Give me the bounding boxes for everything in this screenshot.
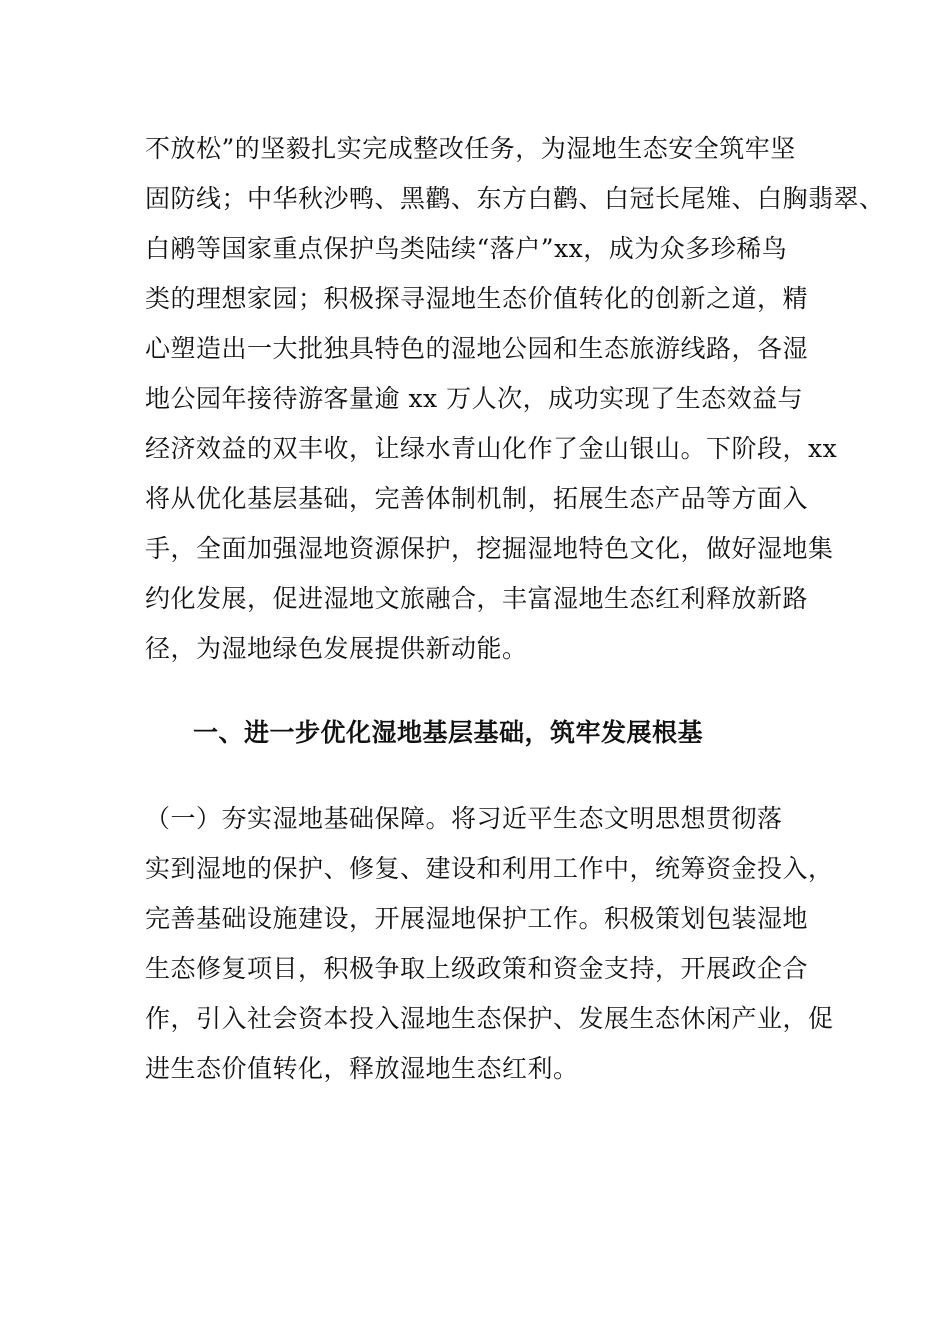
paragraph-2-line-1: （一）夯实湿地基础保障。将习近平生态文明思想贯彻落 xyxy=(145,804,783,833)
paragraph-1-line-5: 心塑造出一大批独具特色的湿地公园和生态旅游线路，各湿 xyxy=(145,334,809,363)
paragraph-1-line-9: 手，全面加强湿地资源保护，挖掘湿地特色文化，做好湿地集 xyxy=(145,534,834,563)
paragraph-2-line-2: 实到湿地的保护、修复、建设和利用工作中，统筹资金投入， xyxy=(145,854,834,883)
paragraph-1-line-4: 类的理想家园；积极探寻湿地生态价值转化的创新之道，精 xyxy=(145,284,809,313)
paragraph-1-line-11: 径，为湿地绿色发展提供新动能。 xyxy=(145,634,528,663)
paragraph-1-line-2: 固防线；中华秋沙鸭、黑鹳、东方白鹳、白冠长尾雉、白胸翡翠、 xyxy=(145,184,885,213)
paragraph-1-line-3: 白鹇等国家重点保护鸟类陆续“落户”xx，成为众多珍稀鸟 xyxy=(145,234,788,263)
section-heading: 一、进一步优化湿地基层基础，筑牢发展根基 xyxy=(193,718,704,747)
paragraph-1-line-7: 经济效益的双丰收，让绿水青山化作了金山银山。下阶段，xx xyxy=(145,434,838,463)
paragraph-1-line-1: 不放松”的坚毅扎实完成整改任务，为湿地生态安全筑牢坚 xyxy=(145,134,796,163)
paragraph-2-line-5: 作，引入社会资本投入湿地生态保护、发展生态休闲产业，促 xyxy=(145,1004,834,1033)
paragraph-2-line-3: 完善基础设施建设，开展湿地保护工作。积极策划包装湿地 xyxy=(145,904,809,933)
paragraph-2-line-6: 进生态价值转化，释放湿地生态红利。 xyxy=(145,1054,579,1083)
paragraph-1-line-6: 地公园年接待游客量逾 xx 万人次，成功实现了生态效益与 xyxy=(145,384,804,413)
paragraph-1-line-10: 约化发展，促进湿地文旅融合，丰富湿地生态红利释放新路 xyxy=(145,584,809,613)
paragraph-1-line-8: 将从优化基层基础，完善体制机制，拓展生态产品等方面入 xyxy=(145,484,809,513)
paragraph-2-line-4: 生态修复项目，积极争取上级政策和资金支持，开展政企合 xyxy=(145,954,809,983)
